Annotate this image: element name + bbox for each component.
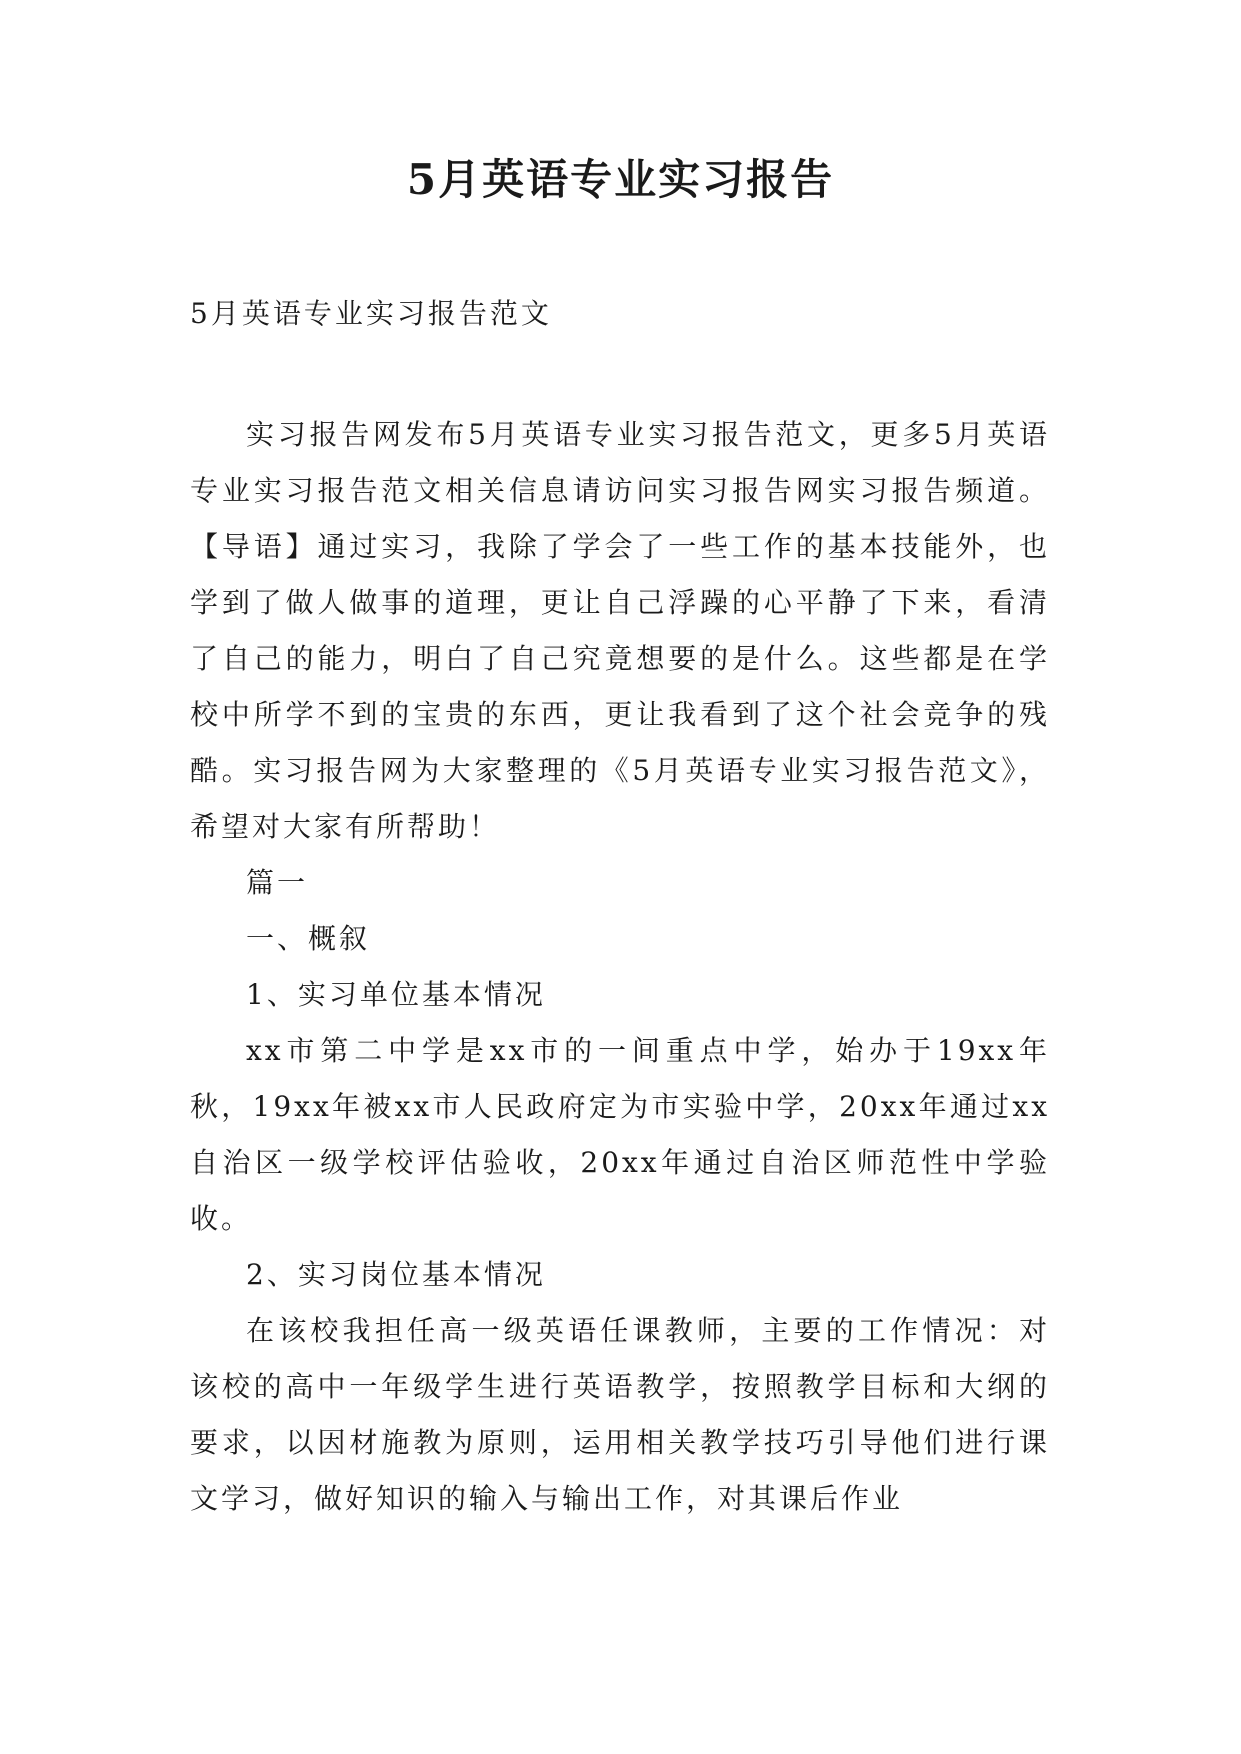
position-paragraph: 在该校我担任高一级英语任课教师，主要的工作情况：对该校的高中一年级学生进行英语教学，按照教学目标和大纲的要求，以因材施教为原则，运用相关教学技巧引导他们进行课文学习，做好知识的输入与输出工作，对其课后作业 bbox=[190, 1314, 1050, 1515]
intro-paragraph: 实习报告网发布5月英语专业实习报告范文，更多5月英语专业实习报告范文相关信息请访问实习报告网实习报告频道。【导语】通过实习，我除了学会了一些工作的基本技能外，也学到了做人做事的道理，更让自己浮躁的心平静了下来，看清了自己的能力，明白了自己究竟想要的是什么。这些都是在学校中所学不到的宝贵的东西，更让我看到了这个社会竞争的残酷。实习报告网为大家整理的《5月英语专业实习报告范文》，希望对大家有所帮助！ bbox=[190, 418, 1050, 843]
document-body bbox=[190, 407, 1050, 1527]
subsection-heading-position: 2、实习岗位基本情况 bbox=[246, 1258, 546, 1291]
subsection-heading-unit: 1、实习单位基本情况 bbox=[246, 978, 546, 1011]
unit-paragraph: xx市第二中学是xx市的一间重点中学，始办于19xx年秋，19xx年被xx市人民政府定为市实验中学，20xx年通过xx自治区一级学校评估验收，20xx年通过自治区师范性中学验收。 bbox=[190, 1034, 1050, 1235]
part-label: 篇一 bbox=[246, 866, 309, 899]
section-heading-overview: 一、概叙 bbox=[246, 922, 371, 955]
document-title: 5月英语专业实习报告 bbox=[406, 155, 835, 204]
document-subtitle: 5月英语专业实习报告范文 bbox=[190, 297, 552, 330]
